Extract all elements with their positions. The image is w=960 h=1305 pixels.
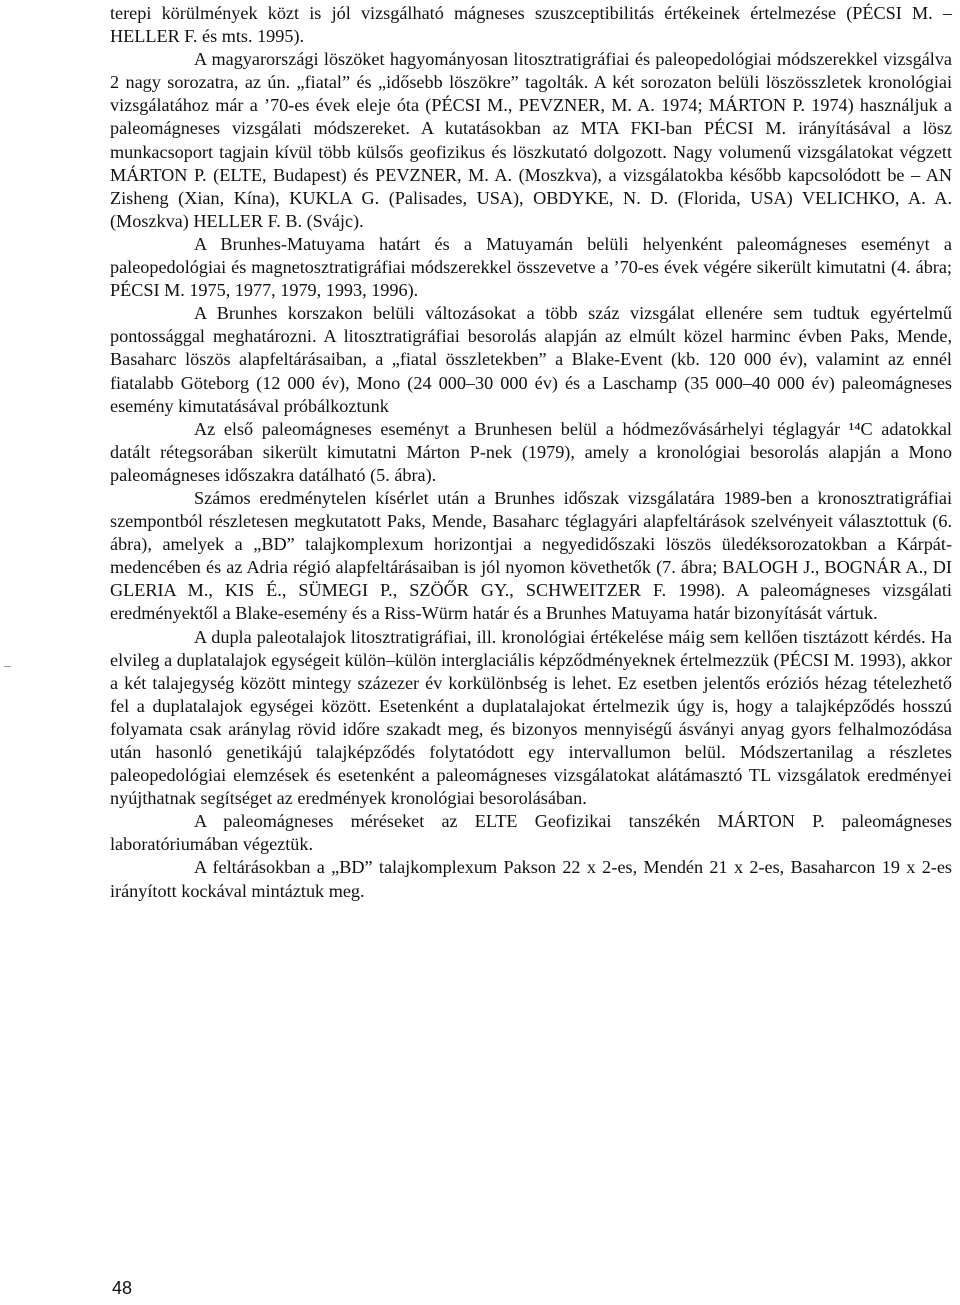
paragraph-2: A magyarországi löszöket hagyományosan litosztratigráfiai és paleopedológiai módszerekkel vizsgálva 2 nagy sorozatra, az ún. „fiatal” és „idősebb löszökre” tagolták. A két sorozaton belüli löszösszletek kronológiai vizsgálatához már a ’70-es évek eleje óta (PÉCSI M., PEVZNER, M. A. 1974; MÁRTON P. 1974) használjuk a paleomágneses vizsgálati módszereket. A kutatásokban az MTA FKI-ban PÉCSI M. irányításával a lösz munkacsoport tagjain kívül több külsős geofizikus és löszkutató dolgozott. Nagy volumenű vizsgálatokat végzett MÁRTON P. (ELTE, Budapest) és PEVZNER, M. A. (Moszkva), a vizsgálatokba később kapcsolódott be – AN Zisheng (Xian, Kína), KUKLA G. (Palisades, USA), OBDYKE, N. D. (Florida, USA) VELICHKO, A. A. (Moszkva) HELLER F. B. (Svájc). xyxy=(110,49,952,231)
paragraph-8: A paleomágneses méréseket az ELTE Geofizikai tanszékén MÁRTON P. paleomágneses laboratóriumában végeztük. xyxy=(110,811,952,855)
paragraph-4: A Brunhes korszakon belüli változásokat a több száz vizsgálat ellenére sem tudtuk egyértelmű pontossággal meghatározni. A litosztratigráfiai besorolás alapján az elmúlt közel harminc évben Paks, Mende, Basaharc löszös alapfeltárásaiban, a „fiatal összletekben” a Blake-Event (kb. 120 000 év), valamint az ennél fiatalabb Göteborg (12 000 év), Mono (24 000–30 000 év) és a Laschamp (35 000–40 000 év) paleomágneses esemény kimutatásával próbálkoztunk xyxy=(110,303,952,416)
paragraph-9: A feltárásokban a „BD” talajkomplexum Pakson 22 x 2-es, Mendén 21 x 2-es, Basaharcon 19 x 2-es irányított kockával mintáztuk meg. xyxy=(110,857,952,901)
paragraph-3: A Brunhes-Matuyama határt és a Matuyamán belüli helyenként paleomágneses eseményt a paleopedológiai és magnetosztratigráfiai módszerekkel összevetve a ’70-es évek végére sikerült kimutatni (4. ábra; PÉCSI M. 1975, 1977, 1979, 1993, 1996). xyxy=(110,233,952,301)
paragraph-7: A dupla paleotalajok litosztratigráfiai, ill. kronológiai értékelése máig sem kellően tisztázott kérdés. Ha elvileg a duplatalajok egységeit külön–külön interglaciális képződményeknek értelmezzük (PÉCSI M. 1993), akkor a két talajegység között mintegy százezer év korkülönbség is lehet. Ez esetben jelentős eróziós hézag tételezhető fel a duplatalajok egységei között. Esetenként a duplatalajokat értelmezik úgy is, hogy a talajképződés hosszú folyamata csak aránylag rövid időre szakadt meg, és bizonyos mennyiségű ásványi anyag gyors felhalmozódása után hasonló genetikájú talajképződés folytatódott egy intervallumon belül. Módszertanilag a részletes paleopedológiai elemzések és esetenként a paleomágneses vizsgálatokat alátámasztó TL vizsgálatok eredményei nyújthatnak segítséget az eredmények kronológiai besorolásában. xyxy=(110,626,952,809)
page-number: 48 xyxy=(112,1278,133,1298)
margin-mark xyxy=(4,666,11,667)
paragraph-6: Számos eredménytelen kísérlet után a Brunhes időszak vizsgálatára 1989-ben a kronosztratigráfiai szempontból részletesen megkutatott Paks, Mende, Basaharc téglagyári alapfeltárások szelvényeit választottuk (6. ábra), amelyek a „BD” talajkomplexum horizontjai a negyedidőszaki löszös üledéksorozatokban a Kárpát-medencében és az Adria régió alapfeltárásaiban is jól nyomon követhetők (7. ábra; BALOGH J., BOGNÁR A., DI GLERIA M., KIS É., SÜMEGI P., SZÖŐR GY., SCHWEITZER F. 1998). A paleomágneses vizsgálati eredményektől a Blake-esemény és a Riss-Würm határ és a Brunhes Matuyama határ bizonyítását vártuk. xyxy=(110,487,952,624)
paragraph-1: terepi körülmények közt is jól vizsgálható mágneses szuszceptibilitás értékeinek értelmezése (PÉCSI M. – HELLER F. és mts. 1995). xyxy=(110,3,952,47)
paragraph-5: Az első paleomágneses eseményt a Brunhesen belül a hódmezővásárhelyi téglagyár ¹⁴C adatokkal datált rétegsorában sikerült kimutatni Márton P-nek (1979), amely a kronológiai besorolás alapján a Mono paleomágneses időszakra datálható (5. ábra). xyxy=(110,418,952,485)
document-body xyxy=(110,2,952,903)
